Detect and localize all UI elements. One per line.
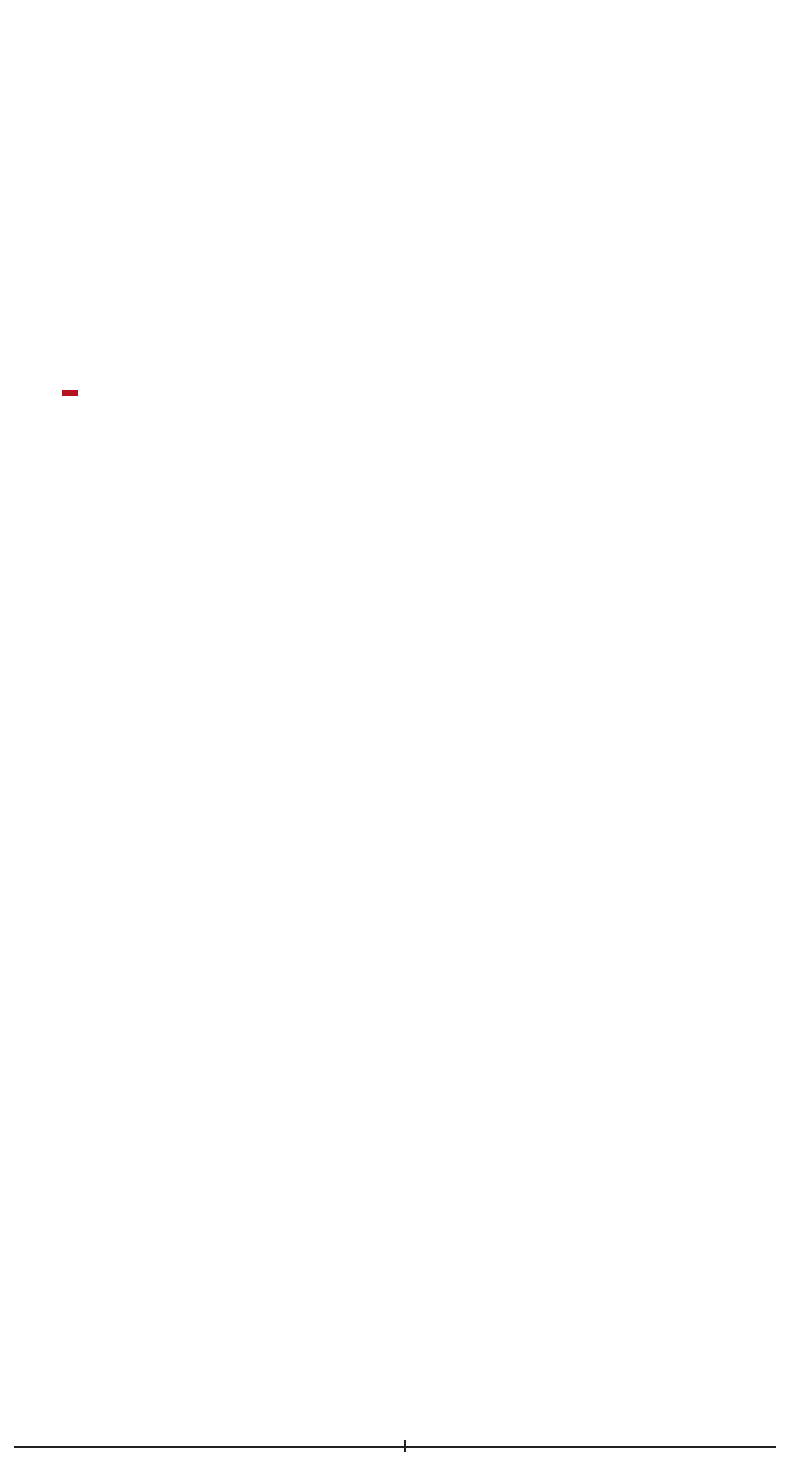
bottom-divider: [14, 1446, 776, 1448]
color-warning-banner: [62, 390, 78, 396]
size-reference-block: [56, 364, 556, 400]
bottom-divider-tick: [404, 1440, 406, 1452]
